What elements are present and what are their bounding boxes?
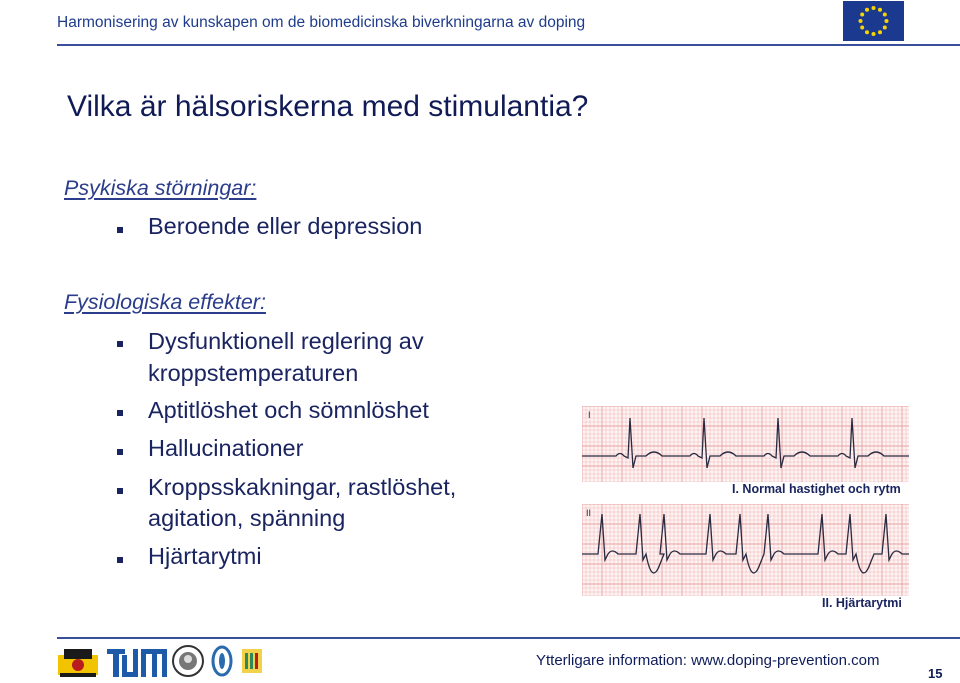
eu-star xyxy=(865,8,869,12)
ecg-caption-normal: I. Normal hastighet och rytm xyxy=(732,482,901,496)
eu-star xyxy=(860,13,864,17)
ecg-panel-label-2: II xyxy=(586,508,592,518)
eu-star xyxy=(859,19,863,23)
header-title: Harmonisering av kunskapen om de biomedicinska biverkningarna av doping xyxy=(57,14,586,31)
page-number: 15 xyxy=(928,666,943,681)
ecg-normal-rhythm xyxy=(582,406,909,482)
bullet-beroende: Beroende eller depression xyxy=(148,213,423,239)
bullet-marker xyxy=(117,341,123,347)
bullet-aptitloshet: Aptitlöshet och sömnlöshet xyxy=(148,397,429,423)
bullet-marker xyxy=(117,410,123,416)
eu-star xyxy=(885,19,889,23)
bullet-hjartarytmi: Hjärtarytmi xyxy=(148,543,262,569)
ecg-caption-arrhythmia: II. Hjärtarytmi xyxy=(822,596,902,610)
bullet-marker xyxy=(117,488,123,494)
section-heading-psykiska: Psykiska störningar: xyxy=(64,176,257,200)
slide-title: Vilka är hälsoriskerna med stimulantia? xyxy=(67,90,589,123)
bullet-kroppsskakningar-line2: agitation, spänning xyxy=(148,505,346,531)
header-divider xyxy=(57,44,960,46)
seal-logo xyxy=(172,645,204,677)
footer-divider xyxy=(57,637,960,639)
bullet-marker xyxy=(117,449,123,455)
institution-logo xyxy=(240,645,264,677)
academic-logo xyxy=(211,645,233,677)
eu-star xyxy=(872,32,876,36)
bullet-marker xyxy=(117,227,123,233)
eu-star xyxy=(883,13,887,17)
eu-star xyxy=(878,30,882,34)
footer-info: Ytterligare information: www.doping-prevention.com xyxy=(536,652,880,669)
bullet-dysfunktionell-line1: Dysfunktionell reglering av xyxy=(148,328,424,354)
university-crest-logo xyxy=(56,645,100,681)
bullet-dysfunktionell-line2: kroppstemperaturen xyxy=(148,360,359,386)
eu-star xyxy=(878,8,882,12)
ecg-arrhythmia xyxy=(582,504,909,596)
ecg-panel-label-1: I xyxy=(588,410,591,420)
tum-logo xyxy=(107,649,167,677)
eu-star xyxy=(872,6,876,10)
eu-star xyxy=(860,26,864,30)
bullet-kroppsskakningar-line1: Kroppsskakningar, rastlöshet, xyxy=(148,474,457,500)
bullet-marker xyxy=(117,557,123,563)
eu-flag-icon xyxy=(843,1,904,41)
section-heading-fysiologiska: Fysiologiska effekter: xyxy=(64,290,266,314)
eu-star xyxy=(883,26,887,30)
eu-star xyxy=(865,30,869,34)
bullet-hallucinationer: Hallucinationer xyxy=(148,435,304,461)
